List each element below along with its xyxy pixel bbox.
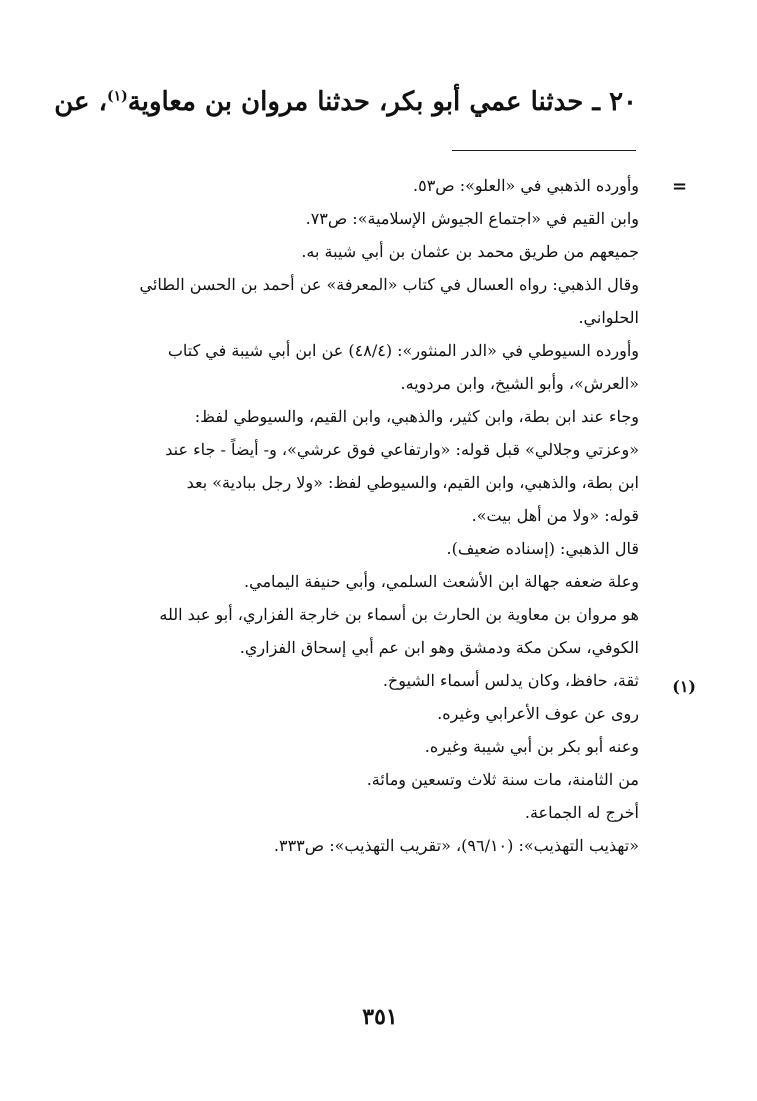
footnote-superscript: (١) [107, 88, 128, 105]
footnote-line-20: أخرج له الجماعة. [524, 803, 639, 822]
footnote-number: (١) [672, 677, 696, 696]
footnote-line-15: الكوفي، سكن مكة ودمشق وهو ابن عم أبي إسحاق الفزاري. [239, 638, 639, 657]
hadith-heading-tail: ، عن [54, 87, 107, 117]
hadith-heading [54, 82, 637, 122]
footnote-line-12: قال الذهبي: (إسناده ضعيف). [446, 539, 639, 558]
footnote-line-11: قوله: «ولا من أهل بيت». [471, 506, 639, 525]
footnote-line-03: جميعهم من طريق محمد بن عثمان بن أبي شيبة به. [301, 242, 639, 261]
footnote-line-18: وعنه أبو بكر بن أبي شيبة وغيره. [424, 737, 639, 756]
footnote-line-13: وعلة ضعفه جهالة ابن الأشعث السلمي، وأبي حنيفة اليمامي. [244, 572, 639, 591]
footnote-line-10: ابن بطة، والذهبي، وابن القيم، والسيوطي لفظ: «ولا رجل ببادية» بعد [186, 473, 639, 492]
footnote-line-16: ثقة، حافظ، وكان يدلس أسماء الشيوخ. [382, 671, 639, 690]
footnote-line-08: وجاء عند ابن بطة، وابن كثير، والذهبي، وابن القيم، والسيوطي لفظ: [194, 407, 639, 426]
hadith-heading-text: ٢٠ ـ حدثنا عمي أبو بكر، حدثنا مروان بن معاوية [127, 87, 637, 117]
page-number: ٣٥١ [362, 1004, 398, 1030]
footnotes-block [69, 169, 639, 862]
footnote-line-14: هو مروان بن معاوية بن الحارث بن أسماء بن خارجة الفزاري، أبو عبد الله [159, 605, 639, 624]
footnote-line-01: وأورده الذهبي في «العلو»: ص٥٣. [413, 176, 639, 195]
footnote-line-02: وابن القيم في «اجتماع الجيوش الإسلامية»: ص٧٣. [305, 209, 639, 228]
footnote-line-21: «تهذيب التهذيب»: (٩٦/١٠)، «تقريب التهذيب»: ص٣٣٣. [273, 836, 639, 855]
footnote-line-04: وقال الذهبي: رواه العسال في كتاب «المعرفة» عن أحمد بن الحسن الطائي [139, 275, 639, 294]
footnote-line-06: وأورده السيوطي في «الدر المنثور»: (٤٨/٤) عن ابن أبي شيبة في كتاب [167, 341, 639, 360]
footnote-line-07: «العرش»، وأبو الشيخ، وابن مردويه. [400, 374, 639, 393]
footnote-line-19: من الثامنة، مات سنة ثلاث وتسعين ومائة. [366, 770, 639, 789]
footnote-line-17: روى عن عوف الأعرابي وغيره. [437, 704, 639, 723]
footnote-line-05: الحلواني. [578, 308, 639, 327]
footnote-line-09: «وعزتي وجلالي» قبل قوله: «وارتفاعي فوق عرشي»، و- أيضاً - جاء عند [165, 440, 639, 459]
footnote-divider [452, 150, 636, 151]
continuation-marker: = [672, 176, 688, 197]
